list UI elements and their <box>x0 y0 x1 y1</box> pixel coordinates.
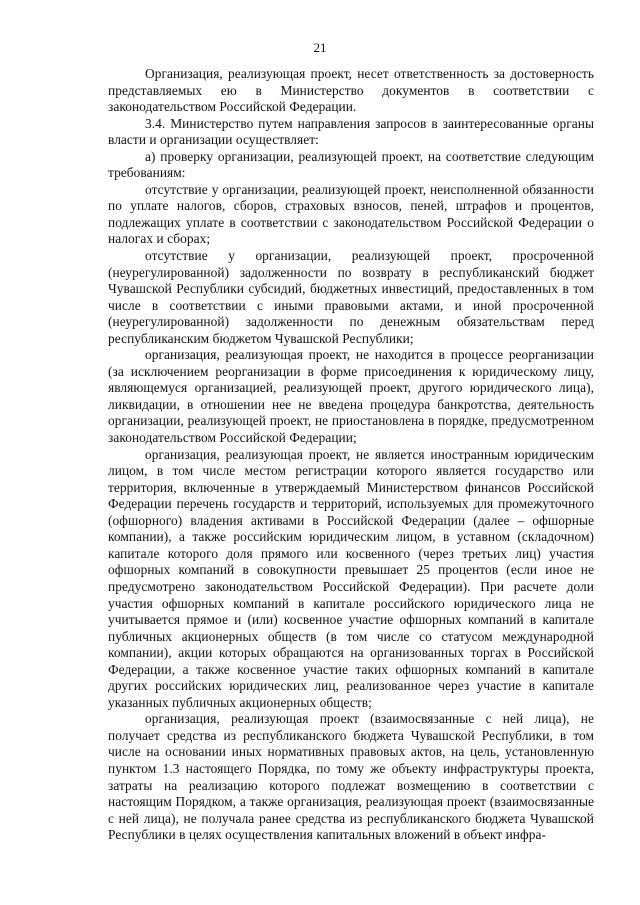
paragraph-no-duplicate-funding: организация, реализующая проект (взаимосвязанные с ней лица), не получает средства из республиканского бюджета Чувашской Республики, в том числе на основании иных нормативных правовых актов, на цель, установленную пунктом 1.3 настоящего Порядка, по тому же объекту инфраструктуры проекта, затраты на реализацию которого подлежат возмещению в соответствии с настоящим Порядком, а также организация, реализующая проект (взаимосвязанные с ней лица), не получала ранее средства из республиканского бюджета Чувашской Республики в целях осуществления капитальных вложений в объект инфра- <box>108 711 594 843</box>
paragraph-responsibility: Организация, реализующая проект, несет ответственность за достоверность представляемых ею в Министерство документов в соответствии с законодательством Российской Федерации. <box>108 66 594 115</box>
paragraph-3-4-intro: 3.4. Министерство путем направления запросов в заинтересованные органы власти и организации осуществляет: <box>108 115 594 148</box>
paragraph-a-requirements: а) проверку организации, реализующей проект, на соответствие следующим требованиям: <box>108 148 594 181</box>
page-number: 21 <box>313 40 327 55</box>
paragraph-no-reorganization: организация, реализующая проект, не находится в процессе реорганизации (за исключением реорганизации в форме присоединения к юридическому лицу, являющемуся организацией, реализующей проект, другого юридического лица), ликвидации, в отношении нее не введена процедура банкротства, деятельность организации, реализующей проект, не приостановлена в порядке, предусмотренном законодательством Российской Федерации; <box>108 347 594 446</box>
paragraph-no-tax-debt: отсутствие у организации, реализующей проект, неисполненной обязанности по уплате налогов, сборов, страховых взносов, пеней, штрафов и процентов, подлежащих уплате в соответствии с законодательством Российской Федерации о налогах и сборах; <box>108 181 594 247</box>
paragraph-no-overdue-debt: отсутствие у организации, реализующей проект, просроченной (неурегулированной) задолженности по возврату в республиканский бюджет Чувашской Республики субсидий, бюджетных инвестиций, предоставленных в том числе в соответствии с иными правовыми актами, и иной просроченной (неурегулированной) задолженности по денежным обязательствам перед республиканским бюджетом Чувашской Республики; <box>108 248 594 346</box>
paragraph-not-foreign-entity: организация, реализующая проект, не является иностранным юридическим лицом, в том числе местом регистрации которого является государство или территория, включенные в утверждаемый Министерством финансов Российской Федерации перечень государств и территорий, используемых для промежуточного (офшорного) владения активами в Российской Федерации (далее – офшорные компании), а также российским юридическим лицом, в уставном (складочном) капитале которого доля прямого или косвенного (через третьих лиц) участия офшорных компаний в совокупности превышает 25 процентов (если иное не предусмотрено законодательством Российской Федерации). При расчете доли участия офшорных компаний в капитале российского юридического лица не учитывается прямое и (или) косвенное участие офшорных компаний в капитале публичных акционерных обществ (в том числе со статусом международной компании), акции которых обращаются на организованных торгах в Российской Федерации, а также косвенное участие таких офшорных компаний в капитале других российских юридических лиц, реализованное через участие в капитале указанных публичных акционерных обществ; <box>108 446 594 710</box>
document-body <box>108 66 594 844</box>
